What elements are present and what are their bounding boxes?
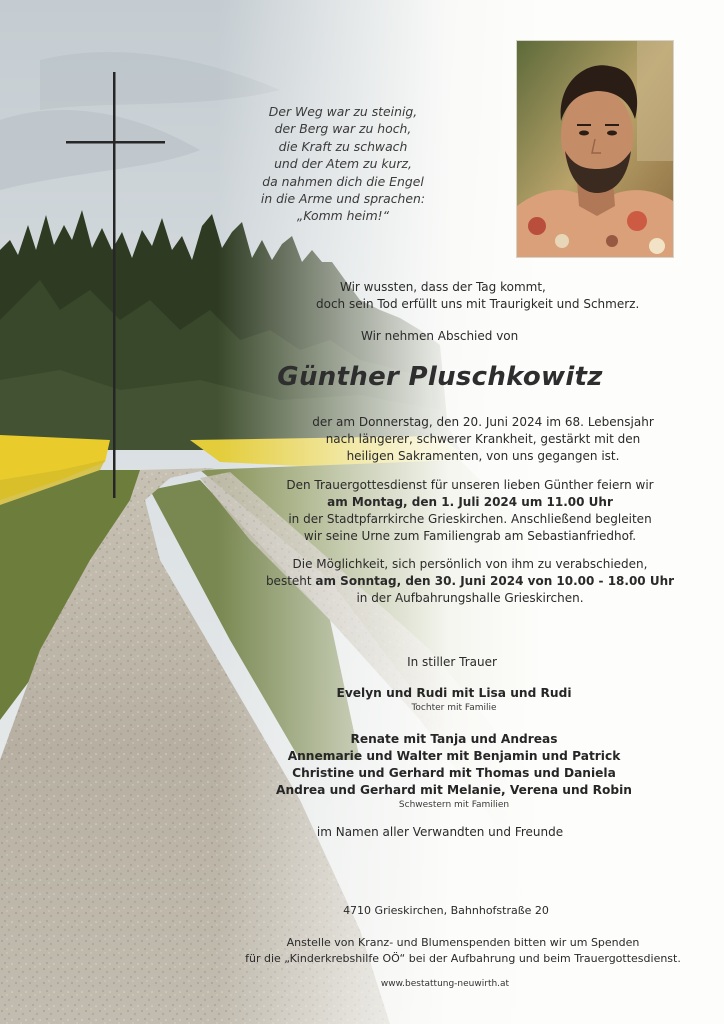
poem-line: und der Atem zu kurz,	[274, 156, 412, 172]
viewing-info	[180, 556, 724, 607]
death-notice-line: nach längerer, schwerer Krankheit, gestärkt mit den	[325, 432, 641, 446]
family-sister: Annemarie und Walter mit Benjamin und Patrick	[287, 749, 621, 763]
poem-line: da nahmen dich die Engel	[262, 173, 424, 189]
poem-line: in die Arme und sprachen:	[260, 191, 426, 207]
donations-line: Anstelle von Kranz- und Blumenspenden bitten wir um Spenden	[286, 936, 640, 949]
poem-line: der Berg war zu hoch,	[274, 121, 412, 137]
service-date: am Montag, den 1. Juli 2024 um 11.00 Uhr	[327, 495, 613, 509]
mourning-heading: In stiller Trauer	[407, 655, 497, 669]
deceased-name: Günther Pluschkowitz	[277, 362, 603, 392]
service-line: wir seine Urne zum Familiengrab am Sebastianfriedhof.	[303, 529, 637, 543]
viewing-line: Die Möglichkeit, sich persönlich von ihm zu verabschieden,	[292, 557, 648, 571]
family-sister: Christine und Gerhard mit Thomas und Daniela	[292, 766, 616, 780]
death-notice	[193, 414, 724, 465]
intro-line: doch sein Tod erfüllt uns mit Traurigkeit und Schmerz.	[316, 297, 640, 311]
family-sister: Andrea und Gerhard mit Melanie, Verena und Robin	[276, 783, 632, 797]
portrait-photo-icon	[517, 41, 673, 257]
service-line: Den Trauergottesdienst für unseren lieben Günther feiern wir	[286, 478, 654, 492]
website-link[interactable]: www.bestattung-neuwirth.at	[380, 979, 510, 989]
family-relation: Schwestern mit Familien	[398, 800, 510, 810]
viewing-prefix: besteht	[265, 574, 316, 588]
family-daughter: Evelyn und Rudi mit Lisa und Rudi	[336, 686, 572, 700]
intro-text	[316, 279, 724, 313]
funeral-service	[180, 477, 724, 545]
intro-line: Wir wussten, dass der Tag kommt,	[340, 280, 546, 294]
death-notice-line: heiligen Sakramenten, von uns gegangen ist.	[346, 449, 620, 463]
poem-line: Der Weg war zu steinig,	[268, 104, 418, 119]
poem-line: „Komm heim!“	[296, 208, 390, 224]
farewell-text: Wir nehmen Abschied von	[361, 329, 519, 343]
relatives-text: im Namen aller Verwandten und Freunde	[316, 825, 564, 839]
address: 4710 Grieskirchen, Bahnhofstraße 20	[343, 904, 549, 917]
family-sister: Renate mit Tanja und Andreas	[350, 732, 558, 746]
donations-note	[203, 935, 723, 967]
viewing-line	[180, 573, 724, 590]
service-line: in der Stadtpfarrkirche Grieskirchen. Anschließend begleiten	[288, 512, 652, 526]
poem-line: die Kraft zu schwach	[278, 138, 408, 154]
viewing-date: am Sonntag, den 30. Juni 2024 von 10.00 - 18.00 Uhr	[315, 574, 675, 588]
donations-line: für die „Kinderkrebshilfe OÖ“ bei der Aufbahrung und beim Trauergottesdienst.	[245, 952, 681, 965]
family-list	[214, 685, 694, 828]
family-relation: Tochter mit Familie	[411, 703, 497, 713]
viewing-line: in der Aufbahrungshalle Grieskirchen.	[356, 591, 584, 605]
poem	[218, 103, 468, 225]
death-notice-line: der am Donnerstag, den 20. Juni 2024 im 68. Lebensjahr	[312, 415, 654, 429]
